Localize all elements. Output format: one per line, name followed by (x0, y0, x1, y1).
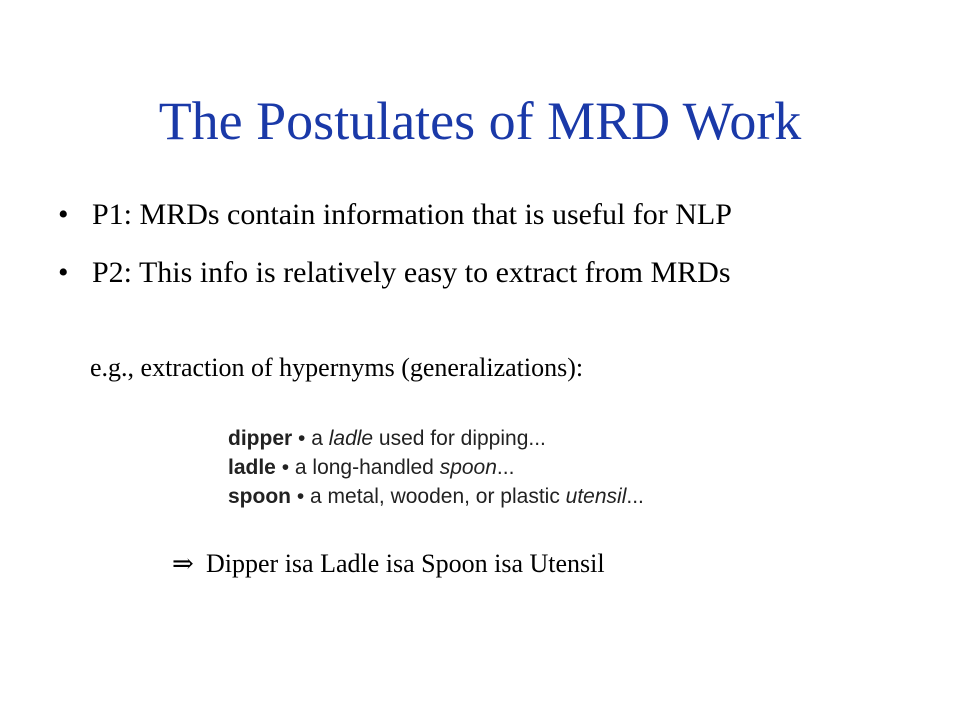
bullet-list (58, 200, 732, 316)
entry-definition-pre: a long-handled (294, 456, 440, 479)
entry-definition-pre: a (311, 427, 329, 450)
bullet-item (58, 258, 732, 316)
conclusion-text: Dipper isa Ladle isa Spoon isa Utensil (206, 549, 605, 578)
entry-headword: dipper (228, 427, 293, 450)
entry-headword: spoon (228, 485, 291, 508)
dictionary-entry (228, 424, 644, 453)
bullet-item (58, 200, 732, 258)
entry-definition-post: ... (496, 456, 515, 479)
conclusion-line (172, 551, 605, 577)
entry-definition-pre: a metal, wooden, or plastic (310, 485, 566, 508)
dictionary-entry (228, 482, 644, 511)
entry-separator: • (292, 427, 312, 450)
dictionary-entry (228, 453, 644, 482)
entry-separator: • (275, 456, 295, 479)
implies-arrow-icon: ⇒ (172, 549, 194, 578)
dictionary-excerpt (228, 424, 644, 511)
entry-hypernym: spoon (439, 456, 497, 479)
entry-separator: • (291, 485, 311, 508)
entry-definition-post: used for dipping... (373, 427, 546, 450)
bullet-marker: • (58, 256, 69, 289)
example-label: e.g., extraction of hypernyms (generalizations): (90, 353, 584, 382)
entry-definition-post: ... (626, 485, 644, 508)
entry-hypernym: utensil (565, 485, 627, 508)
bullet-text: P1: MRDs contain information that is useful for NLP (92, 198, 732, 231)
bullet-marker: • (58, 198, 69, 231)
slide-title: The Postulates of MRD Work (158, 91, 802, 151)
entry-hypernym: ladle (328, 427, 374, 450)
entry-headword: ladle (228, 456, 276, 479)
bullet-text: P2: This info is relatively easy to extract from MRDs (92, 256, 731, 289)
